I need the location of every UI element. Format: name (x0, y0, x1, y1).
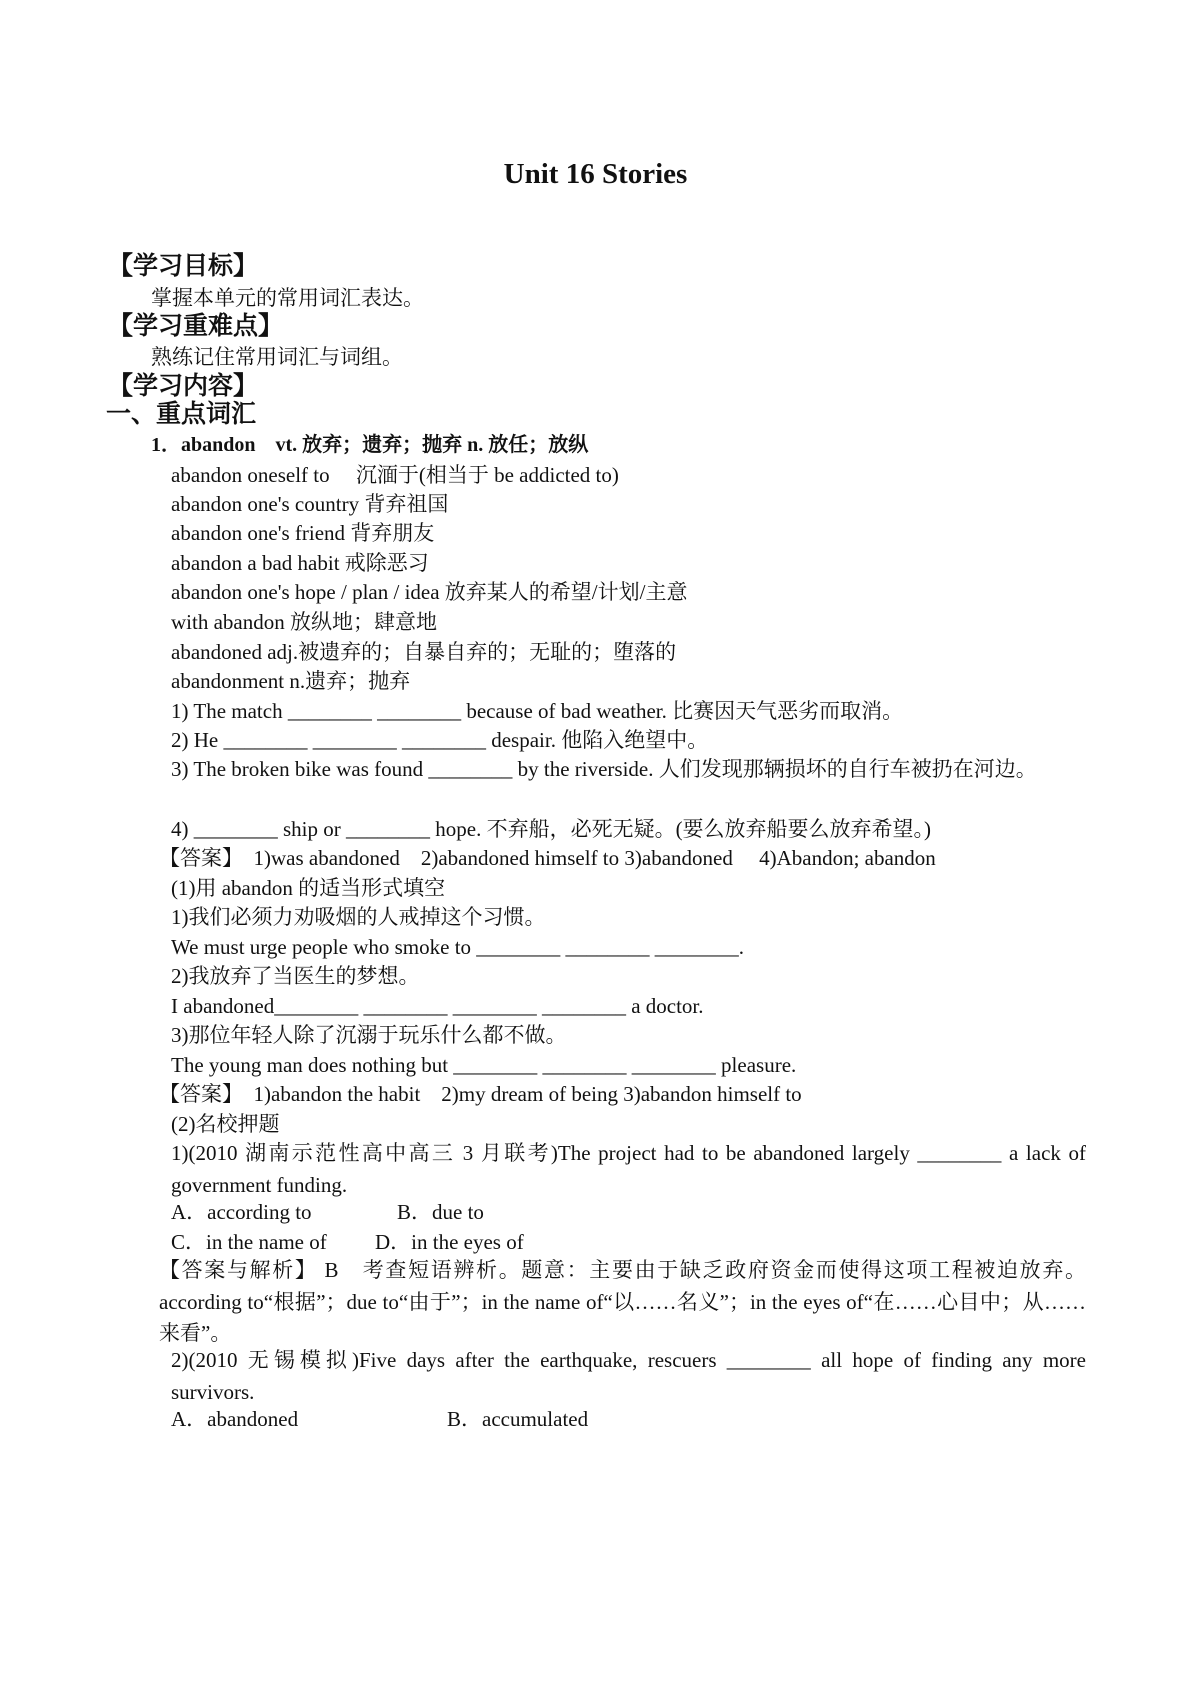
phrase-item: abandon one's hope / plan / idea 放弃某人的希望/计划/主意 (171, 580, 688, 604)
page-title: Unit 16 Stories (503, 158, 688, 190)
fill-item: 1)我们必须力劝吸烟的人戒掉这个习惯。 (171, 905, 546, 929)
fill-item: 2)我放弃了当医生的梦想。 (171, 964, 420, 988)
difficulty-heading: 【学习重难点】 (108, 313, 284, 340)
exercise-item: 1) The match ________ ________ because of bad weather. 比赛因天气恶劣而取消。 (171, 699, 904, 723)
phrase-item: abandon one's friend 背弃朋友 (171, 521, 435, 545)
question-text: 1)(2010 湖南示范性高中高三 3 月联考)The project had to be abandoned largely ________ a lack of government funding. (171, 1141, 1086, 1197)
fill-item: We must urge people who smoke to ________ ________ ________. (171, 935, 745, 959)
option-row (171, 1197, 484, 1227)
objective-heading: 【学习目标】 (108, 253, 259, 280)
fill-item: 3)那位年轻人除了沉溺于玩乐什么都不做。 (171, 1023, 567, 1047)
phrase-item: abandon oneself to 沉湎于(相当于 be addicted to) (171, 463, 619, 487)
phrase-item: abandonment n.遗弃；抛弃 (171, 669, 411, 693)
option-d: D．in the eyes of (375, 1230, 524, 1254)
fill-item: The young man does nothing but ________ ________ ________ pleasure. (171, 1053, 797, 1077)
question-text: 2)(2010 无锡模拟)Five days after the earthquake, rescuers ________ all hope of finding any more survivors. (171, 1348, 1086, 1404)
difficulty-text: 熟练记住常用词汇与词组。 (151, 345, 403, 369)
exercise-item: 3) The broken bike was found ________ by the riverside. 人们发现那辆损坏的自行车被扔在河边。 (171, 757, 1037, 781)
phrase-item: with abandon 放纵地；肆意地 (171, 610, 437, 634)
option-row (171, 1404, 588, 1434)
option-a: A．according to (171, 1200, 312, 1224)
exercise-item: 4) ________ ship or ________ hope. 不弃船，必死无疑。(要么放弃船要么放弃希望。) (171, 817, 932, 841)
objective-text: 掌握本单元的常用词汇表达。 (151, 286, 424, 310)
phrase-item: abandoned adj.被遗弃的；自暴自弃的；无耻的；堕落的 (171, 640, 677, 664)
fill-item: I abandoned________ ________ ________ ________ a doctor. (171, 994, 704, 1018)
content-heading: 【学习内容】 (108, 373, 259, 400)
famous-heading: (2)名校押题 (171, 1112, 280, 1136)
option-a: A．abandoned (171, 1407, 299, 1431)
option-row (171, 1227, 524, 1257)
vocab-entry-title: 1．abandon vt. 放弃；遗弃；抛弃 n. 放任；放纵 (151, 434, 589, 456)
phrase-item: abandon a bad habit 戒除恶习 (171, 551, 429, 575)
option-c: C．in the name of (171, 1230, 327, 1254)
answer-line: 【答案】 1)abandon the habit 2)my dream of being 3)abandon himself to (159, 1082, 802, 1106)
section-heading: 一、重点词汇 (106, 401, 257, 428)
answer-explanation: 【答案与解析】 B 考查短语辨析。题意：主要由于缺乏政府资金而使得这项工程被迫放弃。according to“根据”；due to“由于”；in the name of“以……名义”；in the eyes of“在……心目中；从……来看”。 (159, 1258, 1086, 1345)
phrase-item: abandon one's country 背弃祖国 (171, 492, 449, 516)
option-b: B．accumulated (447, 1407, 589, 1431)
exercise-item: 2) He ________ ________ ________ despair. 他陷入绝望中。 (171, 728, 709, 752)
option-b: B．due to (397, 1200, 484, 1224)
answer-line: 【答案】 1)was abandoned 2)abandoned himself to 3)abandoned 4)Abandon; abandon (159, 846, 936, 870)
fill-heading: (1)用 abandon 的适当形式填空 (171, 876, 446, 900)
